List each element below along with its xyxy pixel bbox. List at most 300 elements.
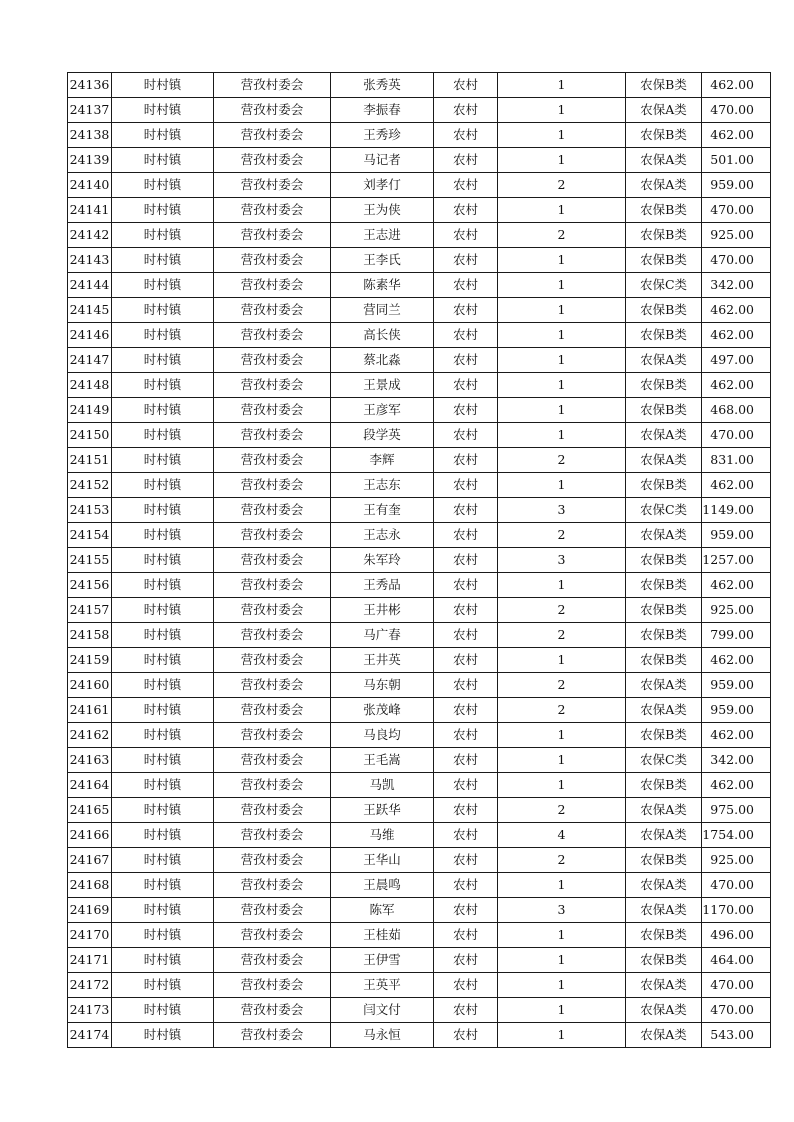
amount-cell: 462.00 xyxy=(702,373,771,398)
table-row xyxy=(68,623,771,648)
household-count-cell: 1 xyxy=(498,148,626,173)
person-name-cell: 马永恒 xyxy=(331,1023,434,1048)
town-cell: 时村镇 xyxy=(112,798,214,823)
village-cell: 营孜村委会 xyxy=(214,723,331,748)
insurance-category-cell: 农保A类 xyxy=(626,523,702,548)
household-count-cell: 2 xyxy=(498,623,626,648)
town-cell: 时村镇 xyxy=(112,623,214,648)
person-name-cell: 马记者 xyxy=(331,148,434,173)
area-type-cell: 农村 xyxy=(434,323,498,348)
area-type-cell: 农村 xyxy=(434,148,498,173)
household-count-cell: 4 xyxy=(498,823,626,848)
insurance-category-cell: 农保B类 xyxy=(626,198,702,223)
household-count-cell: 1 xyxy=(498,723,626,748)
insurance-category-cell: 农保A类 xyxy=(626,698,702,723)
town-cell: 时村镇 xyxy=(112,223,214,248)
household-count-cell: 1 xyxy=(498,398,626,423)
amount-cell: 470.00 xyxy=(702,998,771,1023)
insurance-category-cell: 农保B类 xyxy=(626,573,702,598)
insurance-category-cell: 农保A类 xyxy=(626,973,702,998)
table-row xyxy=(68,998,771,1023)
table-row xyxy=(68,923,771,948)
area-type-cell: 农村 xyxy=(434,723,498,748)
household-count-cell: 1 xyxy=(498,923,626,948)
area-type-cell: 农村 xyxy=(434,173,498,198)
insurance-category-cell: 农保B类 xyxy=(626,373,702,398)
household-count-cell: 2 xyxy=(498,598,626,623)
table-row xyxy=(68,898,771,923)
amount-cell: 959.00 xyxy=(702,698,771,723)
person-name-cell: 陈素华 xyxy=(331,273,434,298)
person-name-cell: 张茂峰 xyxy=(331,698,434,723)
record-id-cell: 24171 xyxy=(68,948,112,973)
town-cell: 时村镇 xyxy=(112,398,214,423)
person-name-cell: 王华山 xyxy=(331,848,434,873)
table-row xyxy=(68,523,771,548)
amount-cell: 462.00 xyxy=(702,123,771,148)
area-type-cell: 农村 xyxy=(434,598,498,623)
person-name-cell: 马东朝 xyxy=(331,673,434,698)
village-cell: 营孜村委会 xyxy=(214,748,331,773)
town-cell: 时村镇 xyxy=(112,773,214,798)
person-name-cell: 朱军玲 xyxy=(331,548,434,573)
household-count-cell: 1 xyxy=(498,648,626,673)
record-id-cell: 24142 xyxy=(68,223,112,248)
amount-cell: 470.00 xyxy=(702,248,771,273)
record-id-cell: 24170 xyxy=(68,923,112,948)
area-type-cell: 农村 xyxy=(434,448,498,473)
village-cell: 营孜村委会 xyxy=(214,698,331,723)
household-count-cell: 1 xyxy=(498,298,626,323)
record-id-cell: 24150 xyxy=(68,423,112,448)
table-row xyxy=(68,148,771,173)
village-cell: 营孜村委会 xyxy=(214,848,331,873)
household-count-cell: 3 xyxy=(498,898,626,923)
person-name-cell: 王彦军 xyxy=(331,398,434,423)
table-row xyxy=(68,773,771,798)
record-id-cell: 24167 xyxy=(68,848,112,873)
village-cell: 营孜村委会 xyxy=(214,773,331,798)
table-row xyxy=(68,398,771,423)
amount-cell: 1149.00 xyxy=(702,498,771,523)
record-id-cell: 24147 xyxy=(68,348,112,373)
record-id-cell: 24141 xyxy=(68,198,112,223)
insurance-category-cell: 农保B类 xyxy=(626,298,702,323)
area-type-cell: 农村 xyxy=(434,248,498,273)
village-cell: 营孜村委会 xyxy=(214,498,331,523)
amount-cell: 462.00 xyxy=(702,473,771,498)
amount-cell: 342.00 xyxy=(702,748,771,773)
amount-cell: 831.00 xyxy=(702,448,771,473)
household-count-cell: 2 xyxy=(498,448,626,473)
town-cell: 时村镇 xyxy=(112,173,214,198)
table-row xyxy=(68,248,771,273)
household-count-cell: 1 xyxy=(498,873,626,898)
insurance-category-cell: 农保A类 xyxy=(626,98,702,123)
amount-cell: 470.00 xyxy=(702,98,771,123)
amount-cell: 470.00 xyxy=(702,973,771,998)
insurance-category-cell: 农保B类 xyxy=(626,923,702,948)
household-count-cell: 1 xyxy=(498,123,626,148)
household-count-cell: 1 xyxy=(498,998,626,1023)
village-cell: 营孜村委会 xyxy=(214,573,331,598)
area-type-cell: 农村 xyxy=(434,973,498,998)
person-name-cell: 营同兰 xyxy=(331,298,434,323)
table-row xyxy=(68,848,771,873)
amount-cell: 470.00 xyxy=(702,198,771,223)
village-cell: 营孜村委会 xyxy=(214,548,331,573)
insurance-category-cell: 农保B类 xyxy=(626,848,702,873)
household-count-cell: 3 xyxy=(498,548,626,573)
household-count-cell: 1 xyxy=(498,1023,626,1048)
village-cell: 营孜村委会 xyxy=(214,473,331,498)
person-name-cell: 王志永 xyxy=(331,523,434,548)
table-row xyxy=(68,598,771,623)
village-cell: 营孜村委会 xyxy=(214,373,331,398)
record-id-cell: 24140 xyxy=(68,173,112,198)
amount-cell: 925.00 xyxy=(702,598,771,623)
amount-cell: 470.00 xyxy=(702,423,771,448)
town-cell: 时村镇 xyxy=(112,473,214,498)
household-count-cell: 1 xyxy=(498,423,626,448)
insurance-category-cell: 农保B类 xyxy=(626,598,702,623)
amount-cell: 925.00 xyxy=(702,223,771,248)
town-cell: 时村镇 xyxy=(112,573,214,598)
record-id-cell: 24165 xyxy=(68,798,112,823)
person-name-cell: 王伊雪 xyxy=(331,948,434,973)
town-cell: 时村镇 xyxy=(112,1023,214,1048)
record-id-cell: 24155 xyxy=(68,548,112,573)
insurance-category-cell: 农保A类 xyxy=(626,673,702,698)
record-id-cell: 24149 xyxy=(68,398,112,423)
person-name-cell: 王志东 xyxy=(331,473,434,498)
table-row xyxy=(68,448,771,473)
village-cell: 营孜村委会 xyxy=(214,823,331,848)
town-cell: 时村镇 xyxy=(112,598,214,623)
village-cell: 营孜村委会 xyxy=(214,798,331,823)
area-type-cell: 农村 xyxy=(434,823,498,848)
table-row xyxy=(68,873,771,898)
town-cell: 时村镇 xyxy=(112,248,214,273)
person-name-cell: 王毛嵩 xyxy=(331,748,434,773)
village-cell: 营孜村委会 xyxy=(214,598,331,623)
table-row xyxy=(68,198,771,223)
village-cell: 营孜村委会 xyxy=(214,648,331,673)
record-id-cell: 24138 xyxy=(68,123,112,148)
town-cell: 时村镇 xyxy=(112,723,214,748)
town-cell: 时村镇 xyxy=(112,323,214,348)
household-count-cell: 1 xyxy=(498,773,626,798)
record-id-cell: 24163 xyxy=(68,748,112,773)
person-name-cell: 王桂茹 xyxy=(331,923,434,948)
village-cell: 营孜村委会 xyxy=(214,673,331,698)
village-cell: 营孜村委会 xyxy=(214,948,331,973)
record-id-cell: 24143 xyxy=(68,248,112,273)
person-name-cell: 段学英 xyxy=(331,423,434,448)
record-id-cell: 24160 xyxy=(68,673,112,698)
town-cell: 时村镇 xyxy=(112,923,214,948)
household-count-cell: 1 xyxy=(498,948,626,973)
town-cell: 时村镇 xyxy=(112,523,214,548)
record-id-cell: 24146 xyxy=(68,323,112,348)
person-name-cell: 王晨鸣 xyxy=(331,873,434,898)
record-id-cell: 24168 xyxy=(68,873,112,898)
amount-cell: 959.00 xyxy=(702,523,771,548)
record-id-cell: 24152 xyxy=(68,473,112,498)
insurance-category-cell: 农保B类 xyxy=(626,723,702,748)
table-row xyxy=(68,548,771,573)
town-cell: 时村镇 xyxy=(112,973,214,998)
village-cell: 营孜村委会 xyxy=(214,448,331,473)
person-name-cell: 李振春 xyxy=(331,98,434,123)
table-row xyxy=(68,573,771,598)
area-type-cell: 农村 xyxy=(434,848,498,873)
person-name-cell: 王有奎 xyxy=(331,498,434,523)
amount-cell: 470.00 xyxy=(702,873,771,898)
table-row xyxy=(68,273,771,298)
record-id-cell: 24151 xyxy=(68,448,112,473)
town-cell: 时村镇 xyxy=(112,673,214,698)
person-name-cell: 王秀品 xyxy=(331,573,434,598)
table-row xyxy=(68,723,771,748)
table-row xyxy=(68,498,771,523)
village-cell: 营孜村委会 xyxy=(214,423,331,448)
insurance-category-cell: 农保A类 xyxy=(626,348,702,373)
table-row xyxy=(68,373,771,398)
record-id-cell: 24158 xyxy=(68,623,112,648)
town-cell: 时村镇 xyxy=(112,298,214,323)
village-cell: 营孜村委会 xyxy=(214,523,331,548)
table-row xyxy=(68,798,771,823)
person-name-cell: 张秀英 xyxy=(331,73,434,98)
amount-cell: 501.00 xyxy=(702,148,771,173)
amount-cell: 342.00 xyxy=(702,273,771,298)
household-count-cell: 1 xyxy=(498,573,626,598)
town-cell: 时村镇 xyxy=(112,498,214,523)
town-cell: 时村镇 xyxy=(112,373,214,398)
record-id-cell: 24159 xyxy=(68,648,112,673)
table-row xyxy=(68,298,771,323)
village-cell: 营孜村委会 xyxy=(214,298,331,323)
household-count-cell: 1 xyxy=(498,323,626,348)
area-type-cell: 农村 xyxy=(434,673,498,698)
village-cell: 营孜村委会 xyxy=(214,323,331,348)
amount-cell: 1170.00 xyxy=(702,898,771,923)
record-id-cell: 24145 xyxy=(68,298,112,323)
table-row xyxy=(68,823,771,848)
town-cell: 时村镇 xyxy=(112,198,214,223)
area-type-cell: 农村 xyxy=(434,223,498,248)
village-cell: 营孜村委会 xyxy=(214,623,331,648)
amount-cell: 959.00 xyxy=(702,173,771,198)
record-id-cell: 24164 xyxy=(68,773,112,798)
insurance-category-cell: 农保B类 xyxy=(626,323,702,348)
area-type-cell: 农村 xyxy=(434,923,498,948)
table-row xyxy=(68,748,771,773)
insurance-category-cell: 农保A类 xyxy=(626,898,702,923)
area-type-cell: 农村 xyxy=(434,473,498,498)
table-row xyxy=(68,698,771,723)
insurance-category-cell: 农保A类 xyxy=(626,823,702,848)
area-type-cell: 农村 xyxy=(434,373,498,398)
table-row xyxy=(68,348,771,373)
household-count-cell: 2 xyxy=(498,223,626,248)
insurance-category-cell: 农保B类 xyxy=(626,73,702,98)
town-cell: 时村镇 xyxy=(112,648,214,673)
table-row xyxy=(68,473,771,498)
area-type-cell: 农村 xyxy=(434,523,498,548)
record-id-cell: 24169 xyxy=(68,898,112,923)
town-cell: 时村镇 xyxy=(112,548,214,573)
area-type-cell: 农村 xyxy=(434,873,498,898)
village-cell: 营孜村委会 xyxy=(214,173,331,198)
town-cell: 时村镇 xyxy=(112,98,214,123)
area-type-cell: 农村 xyxy=(434,423,498,448)
household-count-cell: 2 xyxy=(498,798,626,823)
household-count-cell: 2 xyxy=(498,698,626,723)
insurance-category-cell: 农保B类 xyxy=(626,223,702,248)
town-cell: 时村镇 xyxy=(112,848,214,873)
table-row xyxy=(68,223,771,248)
table-row xyxy=(68,98,771,123)
area-type-cell: 农村 xyxy=(434,198,498,223)
insurance-category-cell: 农保B类 xyxy=(626,548,702,573)
town-cell: 时村镇 xyxy=(112,273,214,298)
table-row xyxy=(68,423,771,448)
record-id-cell: 24139 xyxy=(68,148,112,173)
record-id-cell: 24166 xyxy=(68,823,112,848)
village-cell: 营孜村委会 xyxy=(214,998,331,1023)
village-cell: 营孜村委会 xyxy=(214,923,331,948)
record-id-cell: 24172 xyxy=(68,973,112,998)
household-count-cell: 1 xyxy=(498,198,626,223)
amount-cell: 462.00 xyxy=(702,573,771,598)
town-cell: 时村镇 xyxy=(112,148,214,173)
insurance-category-cell: 农保A类 xyxy=(626,998,702,1023)
household-count-cell: 2 xyxy=(498,173,626,198)
village-cell: 营孜村委会 xyxy=(214,398,331,423)
household-count-cell: 1 xyxy=(498,273,626,298)
person-name-cell: 马广春 xyxy=(331,623,434,648)
record-id-cell: 24154 xyxy=(68,523,112,548)
person-name-cell: 王井英 xyxy=(331,648,434,673)
town-cell: 时村镇 xyxy=(112,823,214,848)
household-count-cell: 2 xyxy=(498,523,626,548)
record-id-cell: 24156 xyxy=(68,573,112,598)
insurance-category-cell: 农保C类 xyxy=(626,748,702,773)
village-cell: 营孜村委会 xyxy=(214,973,331,998)
person-name-cell: 王为侠 xyxy=(331,198,434,223)
person-name-cell: 王井彬 xyxy=(331,598,434,623)
area-type-cell: 农村 xyxy=(434,698,498,723)
area-type-cell: 农村 xyxy=(434,1023,498,1048)
household-count-cell: 2 xyxy=(498,848,626,873)
amount-cell: 925.00 xyxy=(702,848,771,873)
person-name-cell: 蔡北淼 xyxy=(331,348,434,373)
person-name-cell: 王景成 xyxy=(331,373,434,398)
town-cell: 时村镇 xyxy=(112,348,214,373)
table-row xyxy=(68,73,771,98)
amount-cell: 543.00 xyxy=(702,1023,771,1048)
town-cell: 时村镇 xyxy=(112,898,214,923)
person-name-cell: 王跃华 xyxy=(331,798,434,823)
household-count-cell: 1 xyxy=(498,73,626,98)
town-cell: 时村镇 xyxy=(112,873,214,898)
amount-cell: 464.00 xyxy=(702,948,771,973)
village-cell: 营孜村委会 xyxy=(214,873,331,898)
household-count-cell: 1 xyxy=(498,348,626,373)
household-count-cell: 1 xyxy=(498,373,626,398)
amount-cell: 1257.00 xyxy=(702,548,771,573)
record-id-cell: 24174 xyxy=(68,1023,112,1048)
village-cell: 营孜村委会 xyxy=(214,73,331,98)
insurance-category-cell: 农保A类 xyxy=(626,798,702,823)
area-type-cell: 农村 xyxy=(434,98,498,123)
household-count-cell: 1 xyxy=(498,98,626,123)
village-cell: 营孜村委会 xyxy=(214,898,331,923)
person-name-cell: 李辉 xyxy=(331,448,434,473)
table-row xyxy=(68,323,771,348)
insurance-category-cell: 农保A类 xyxy=(626,148,702,173)
person-name-cell: 马维 xyxy=(331,823,434,848)
person-name-cell: 王秀珍 xyxy=(331,123,434,148)
insurance-category-cell: 农保B类 xyxy=(626,398,702,423)
area-type-cell: 农村 xyxy=(434,273,498,298)
household-count-cell: 3 xyxy=(498,498,626,523)
town-cell: 时村镇 xyxy=(112,698,214,723)
table-row xyxy=(68,648,771,673)
village-cell: 营孜村委会 xyxy=(214,273,331,298)
insurance-category-cell: 农保C类 xyxy=(626,498,702,523)
record-id-cell: 24136 xyxy=(68,73,112,98)
person-name-cell: 王李氏 xyxy=(331,248,434,273)
amount-cell: 496.00 xyxy=(702,923,771,948)
insurance-category-cell: 农保C类 xyxy=(626,273,702,298)
table-body xyxy=(68,73,771,1048)
amount-cell: 462.00 xyxy=(702,648,771,673)
area-type-cell: 农村 xyxy=(434,998,498,1023)
record-id-cell: 24157 xyxy=(68,598,112,623)
village-cell: 营孜村委会 xyxy=(214,123,331,148)
household-count-cell: 2 xyxy=(498,673,626,698)
household-count-cell: 1 xyxy=(498,748,626,773)
record-id-cell: 24137 xyxy=(68,98,112,123)
record-id-cell: 24173 xyxy=(68,998,112,1023)
record-id-cell: 24153 xyxy=(68,498,112,523)
area-type-cell: 农村 xyxy=(434,398,498,423)
person-name-cell: 王志进 xyxy=(331,223,434,248)
amount-cell: 462.00 xyxy=(702,298,771,323)
insurance-category-cell: 农保B类 xyxy=(626,648,702,673)
area-type-cell: 农村 xyxy=(434,948,498,973)
table-row xyxy=(68,173,771,198)
table-row xyxy=(68,973,771,998)
village-cell: 营孜村委会 xyxy=(214,348,331,373)
area-type-cell: 农村 xyxy=(434,573,498,598)
person-name-cell: 高长侠 xyxy=(331,323,434,348)
amount-cell: 462.00 xyxy=(702,323,771,348)
table-row xyxy=(68,1023,771,1048)
insurance-category-cell: 农保A类 xyxy=(626,423,702,448)
town-cell: 时村镇 xyxy=(112,748,214,773)
town-cell: 时村镇 xyxy=(112,448,214,473)
table-row xyxy=(68,673,771,698)
area-type-cell: 农村 xyxy=(434,798,498,823)
person-name-cell: 马良均 xyxy=(331,723,434,748)
person-name-cell: 王英平 xyxy=(331,973,434,998)
insurance-category-cell: 农保A类 xyxy=(626,1023,702,1048)
village-cell: 营孜村委会 xyxy=(214,223,331,248)
